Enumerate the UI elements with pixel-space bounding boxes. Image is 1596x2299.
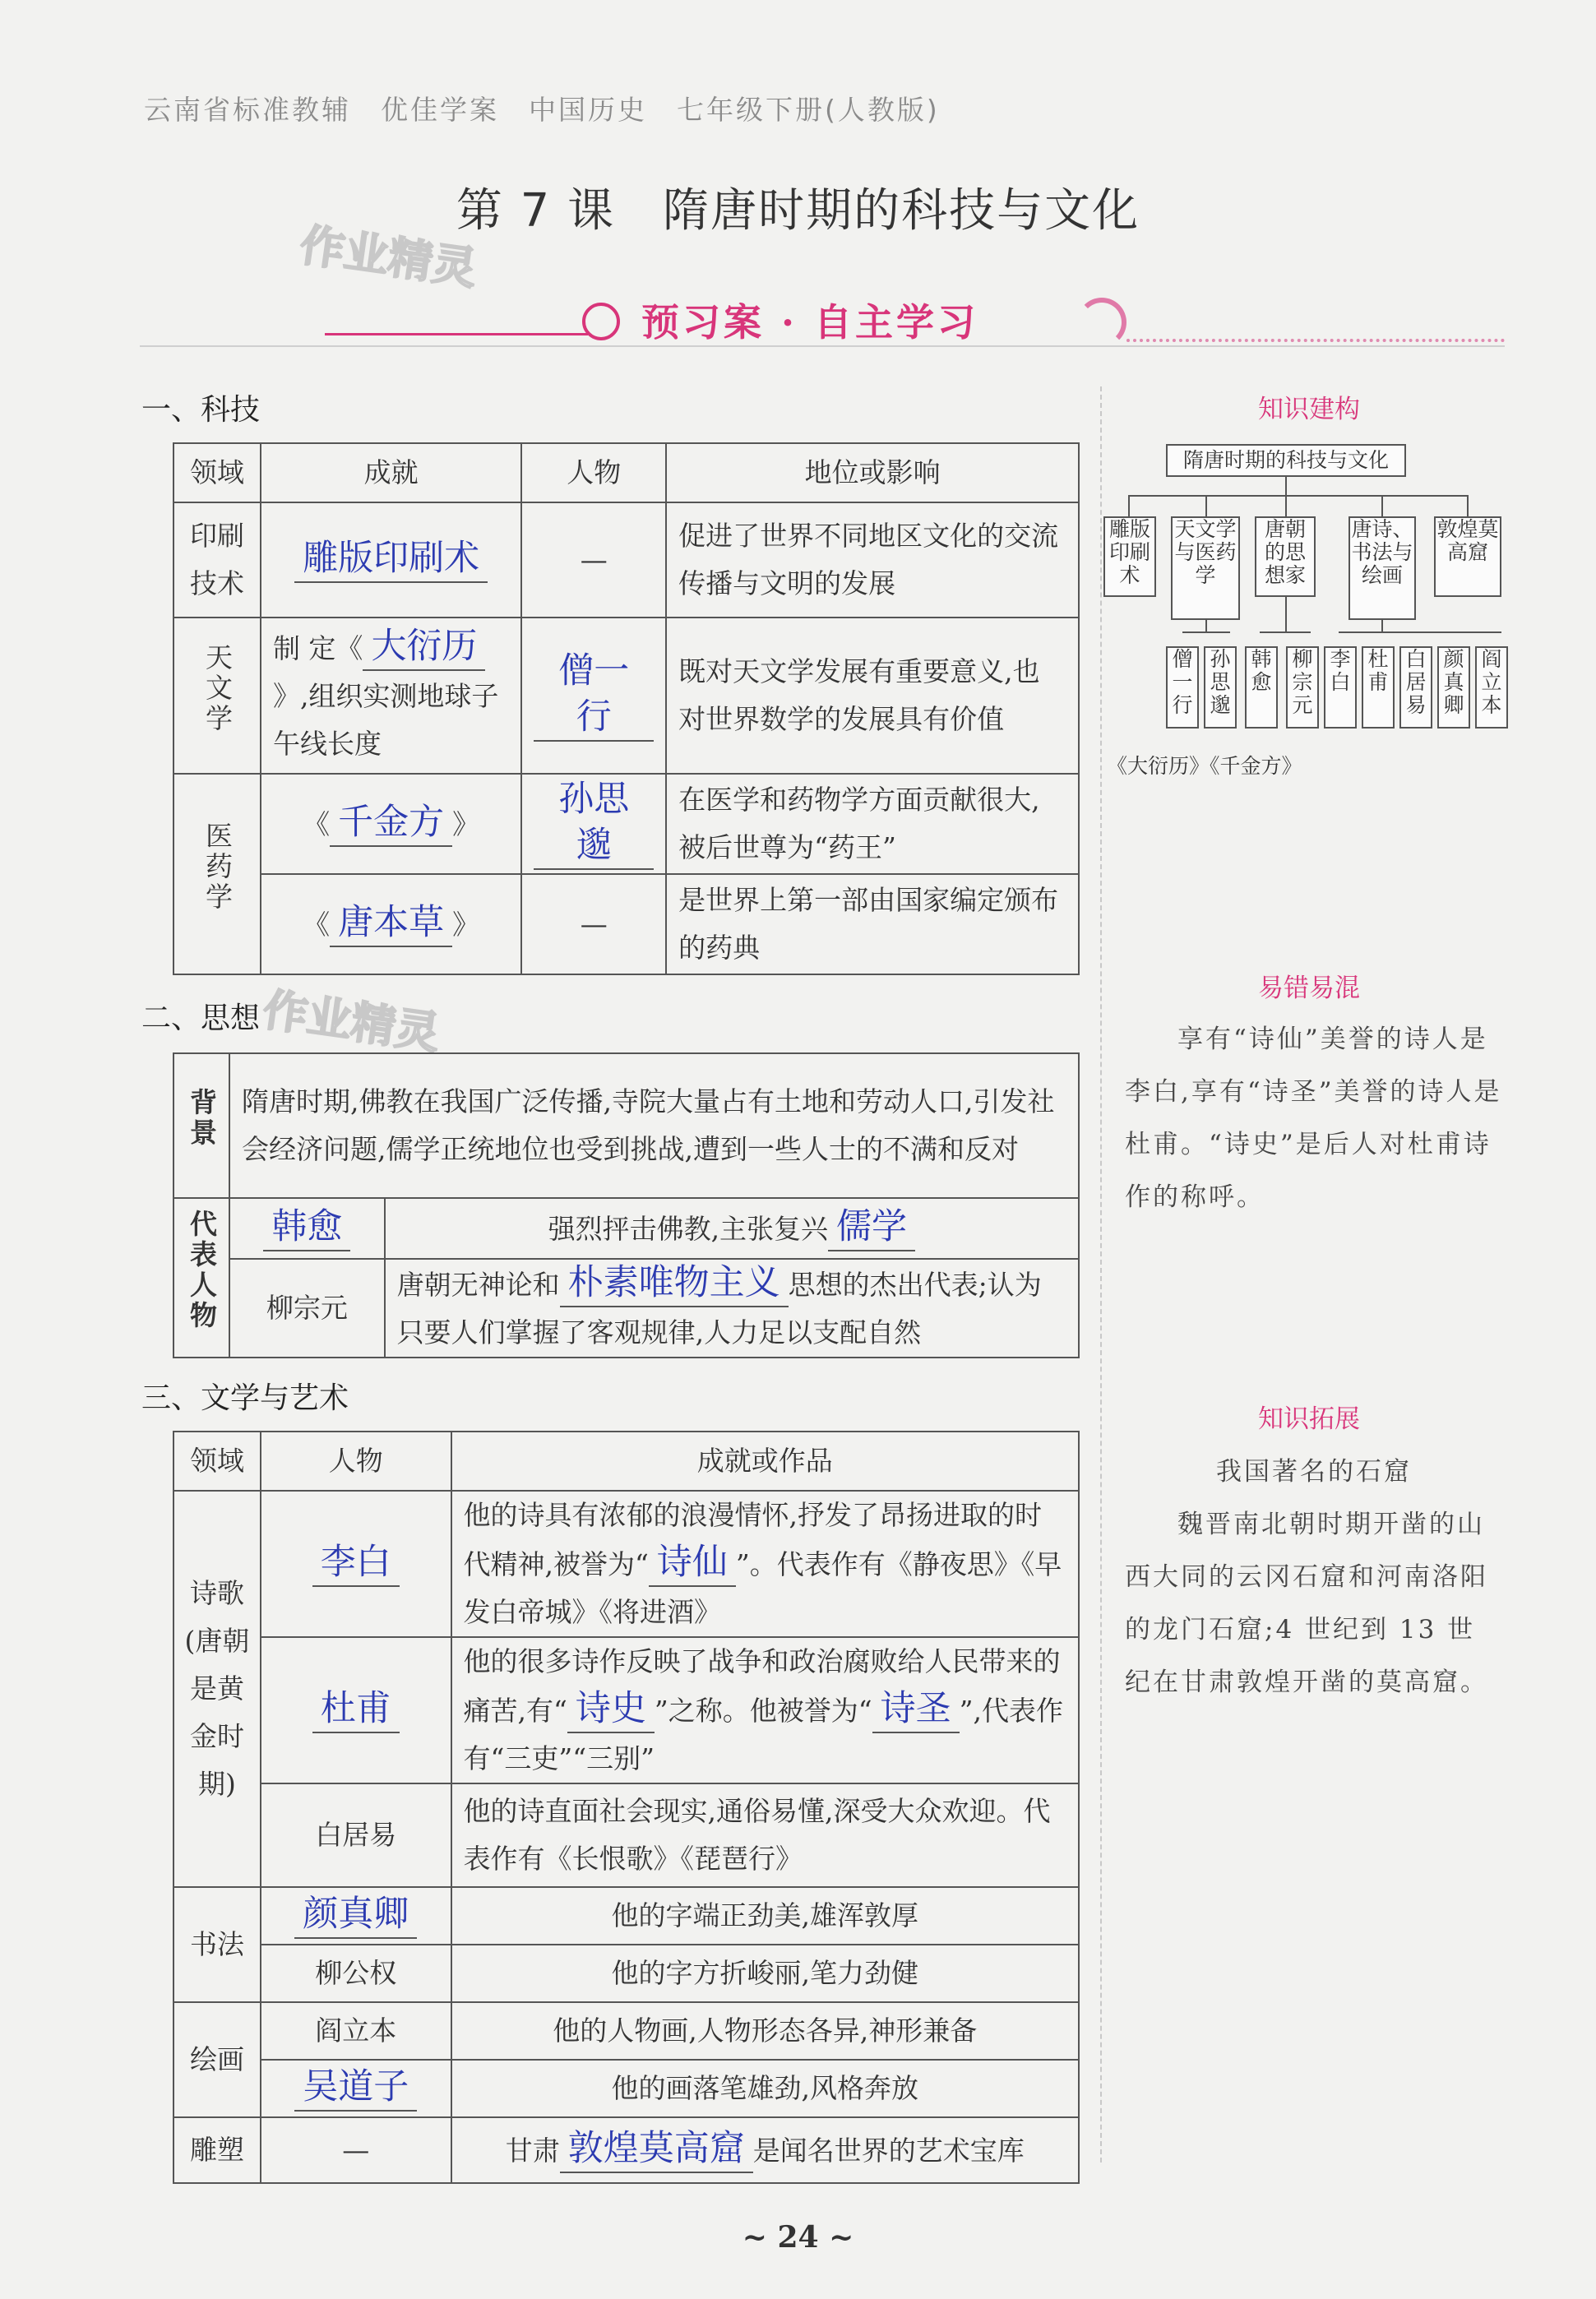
idea-cell: 强烈抨击佛教,主张复兴 儒学 xyxy=(385,1198,1079,1259)
answer: 朴素唯物主义 xyxy=(560,1260,789,1307)
thought-table xyxy=(173,1052,1080,1358)
page-number: ~ 24 ~ xyxy=(742,2220,854,2255)
answer: 诗仙 xyxy=(649,1539,736,1587)
work-cell: 他的字端正劲美,雄浑敦厚 xyxy=(451,1887,1079,1945)
col-header: 成就 xyxy=(261,443,521,502)
banner-title: 预习案 · 自主学习 xyxy=(641,300,979,345)
table-row xyxy=(173,1945,1079,2002)
poetry-label: 诗歌(唐朝是黄金时期) xyxy=(173,1491,261,1887)
field-cell: 印刷技术 xyxy=(173,502,261,618)
map-leaf: 颜真卿 xyxy=(1437,646,1470,729)
table-row xyxy=(173,1887,1079,1945)
table-header xyxy=(173,1432,1079,1491)
impact-cell: 在医学和药物学方面贡献很大,被后世尊为“药王” xyxy=(666,774,1079,874)
map-leaf: 孙思邈 xyxy=(1204,646,1237,729)
answer: 诗圣 xyxy=(872,1686,960,1733)
map-note: 《大衍历》《千金方》 xyxy=(1107,754,1302,778)
map-leaf: 白居易 xyxy=(1399,646,1432,729)
sidebar-divider xyxy=(1100,386,1102,2163)
col-header: 人物 xyxy=(521,443,666,502)
answer: 唐本草 xyxy=(330,900,452,947)
table-row xyxy=(173,1053,1079,1198)
person-cell xyxy=(261,1637,451,1783)
painting-label: 绘画 xyxy=(173,2002,261,2117)
person-cell: 柳宗元 xyxy=(229,1259,385,1358)
background-label: 背景 xyxy=(173,1053,229,1198)
table-header xyxy=(173,443,1079,502)
lesson-title: 第 7 课 隋唐时期的科技与文化 xyxy=(456,184,1140,238)
sculpture-label: 雕塑 xyxy=(173,2117,261,2183)
table-row xyxy=(173,774,1079,874)
col-header: 地位或影响 xyxy=(666,443,1079,502)
person-cell: — xyxy=(521,874,666,974)
background-text: 隋唐时期,佛教在我国广泛传播,寺院大量占有土地和劳动人口,引发社会经济问题,儒学正统地位也受到挑战,遭到一些人士的不满和反对 xyxy=(229,1053,1079,1198)
map-leaf: 阎立本 xyxy=(1475,646,1508,729)
person-cell xyxy=(261,1491,451,1637)
person-cell: 白居易 xyxy=(261,1783,451,1887)
confusion-text: 享有“诗仙”美誉的诗人是李白,享有“诗圣”美誉的诗人是杜甫。“诗史”是后人对杜甫诗作的称呼。 xyxy=(1125,1025,1502,1212)
table-row xyxy=(173,1783,1079,1887)
work-cell: 他的很多诗作反映了战争和政治腐败给人民带来的痛苦,有“ 诗史 ”之称。他被誉为“ 诗圣 ”,代表作有“三吏”“三别” xyxy=(451,1637,1079,1783)
col-header: 人物 xyxy=(261,1432,451,1491)
work-cell: 他的诗具有浓郁的浪漫情怀,抒发了昂扬进取的时代精神,被誉为“ 诗仙 ”。代表作有《静夜思》《早发白帝城》《将进酒》 xyxy=(451,1491,1079,1637)
impact-cell: 是世界上第一部由国家编定颁布的药典 xyxy=(666,874,1079,974)
watermark: 作业精灵 xyxy=(260,983,443,1060)
col-header: 成就或作品 xyxy=(451,1432,1079,1491)
person-cell: 阎立本 xyxy=(261,2002,451,2060)
table-row xyxy=(173,502,1079,618)
map-leaf: 僧一行 xyxy=(1166,646,1199,729)
table-row xyxy=(173,2060,1079,2117)
map-leaf: 韩愈 xyxy=(1245,646,1278,729)
answer: 千金方 xyxy=(330,799,452,847)
person-cell: — xyxy=(521,502,666,618)
knowledge-map-heading: 知识建构 xyxy=(1258,395,1360,424)
field-cell: 天文学 xyxy=(173,618,261,774)
person-cell: — xyxy=(261,2117,451,2183)
work-cell: 他的字方折峻丽,笔力劲健 xyxy=(451,1945,1079,2002)
impact-cell: 既对天文学发展有重要意义,也对世界数学的发展具有价值 xyxy=(666,618,1079,774)
banner-dots xyxy=(1126,339,1505,349)
answer: 大衍历 xyxy=(363,623,485,671)
achievement-cell: 制 定《 大衍历》,组织实测地球子午线长度 xyxy=(261,618,521,774)
work-cell: 他的人物画,人物形态各异,神形兼备 xyxy=(451,2002,1079,2060)
section1-heading: 一、科技 xyxy=(141,393,261,427)
impact-cell: 促进了世界不同地区文化的交流传播与文明的发展 xyxy=(666,502,1079,618)
answer: 孙思邈 xyxy=(534,776,654,870)
answer: 僧一行 xyxy=(534,648,654,742)
table-row xyxy=(173,1259,1079,1358)
extension-heading: 知识拓展 xyxy=(1258,1404,1360,1434)
answer: 吴道子 xyxy=(294,2064,417,2112)
map-leaf: 杜甫 xyxy=(1362,646,1395,729)
work-cell: 他的诗直面社会现实,通俗易懂,深受大众欢迎。代表作有《长恨歌》《琵琶行》 xyxy=(451,1783,1079,1887)
swirl-icon xyxy=(1077,298,1126,347)
person-cell xyxy=(521,618,666,774)
achievement-cell: 《 唐本草 》 xyxy=(261,874,521,974)
table-row xyxy=(173,2117,1079,2183)
person-cell xyxy=(229,1198,385,1259)
answer: 颜真卿 xyxy=(294,1891,417,1939)
col-header: 领域 xyxy=(173,1432,261,1491)
answer: 韩愈 xyxy=(263,1204,350,1251)
map-branch: 雕版印刷术 xyxy=(1103,516,1156,597)
table-row xyxy=(173,1491,1079,1637)
literature-table xyxy=(173,1431,1080,2184)
person-cell xyxy=(261,1887,451,1945)
banner-accent xyxy=(325,333,588,335)
map-branch: 天文学与医药学 xyxy=(1171,516,1240,620)
science-table xyxy=(173,442,1080,975)
confusion-heading: 易错易混 xyxy=(1258,974,1360,1003)
answer: 雕版印刷术 xyxy=(294,535,488,583)
person-cell xyxy=(521,774,666,874)
section3-heading: 三、文学与艺术 xyxy=(141,1381,349,1415)
answer: 儒学 xyxy=(828,1204,915,1251)
table-row xyxy=(173,1637,1079,1783)
table-row xyxy=(173,2002,1079,2060)
calligraphy-label: 书法 xyxy=(173,1887,261,2002)
person-cell xyxy=(261,2060,451,2117)
map-root: 隋唐时期的科技与文化 xyxy=(1166,444,1406,477)
achievement-cell: 《 千金方 》 xyxy=(261,774,521,874)
answer: 敦煌莫高窟 xyxy=(560,2126,753,2173)
field-cell: 医药学 xyxy=(173,774,261,974)
book-header: 云南省标准教辅 优佳学案 中国历史 七年级下册(人教版) xyxy=(144,94,940,126)
map-leaf: 李白 xyxy=(1324,646,1357,729)
extension-text: 魏晋南北朝时期开凿的山西大同的云冈石窟和河南洛阳的龙门石窟;4 世纪到 13 世纪在甘肃敦煌开凿的莫高窟。 xyxy=(1125,1510,1488,1697)
table-row xyxy=(173,874,1079,974)
col-header: 领域 xyxy=(173,443,261,502)
work-cell: 甘肃 敦煌莫高窟 是闻名世界的艺术宝库 xyxy=(451,2117,1079,2183)
table-row xyxy=(173,1198,1079,1259)
map-branch: 唐朝的思想家 xyxy=(1255,516,1316,597)
map-branch: 敦煌莫高窟 xyxy=(1434,516,1501,597)
table-row xyxy=(173,618,1079,774)
answer: 李白 xyxy=(312,1539,400,1587)
map-leaf: 柳宗元 xyxy=(1286,646,1319,729)
answer: 杜甫 xyxy=(312,1686,400,1733)
map-branch: 唐诗、书法与绘画 xyxy=(1349,516,1416,620)
person-cell: 柳公权 xyxy=(261,1945,451,2002)
target-icon xyxy=(582,303,620,340)
watermark: 作业精灵 xyxy=(297,219,480,295)
work-cell: 他的画落笔雄劲,风格奔放 xyxy=(451,2060,1079,2117)
section2-heading: 二、思想 xyxy=(141,1001,261,1035)
representatives-label: 代表人物 xyxy=(173,1198,229,1358)
answer: 诗史 xyxy=(567,1686,655,1733)
extension-subtitle: 我国著名的石窟 xyxy=(1216,1457,1412,1487)
idea-cell: 唐朝无神论和 朴素唯物主义 思想的杰出代表;认为只要人们掌握了客观规律,人力足以支配自然 xyxy=(385,1259,1079,1358)
achievement-cell xyxy=(261,502,521,618)
